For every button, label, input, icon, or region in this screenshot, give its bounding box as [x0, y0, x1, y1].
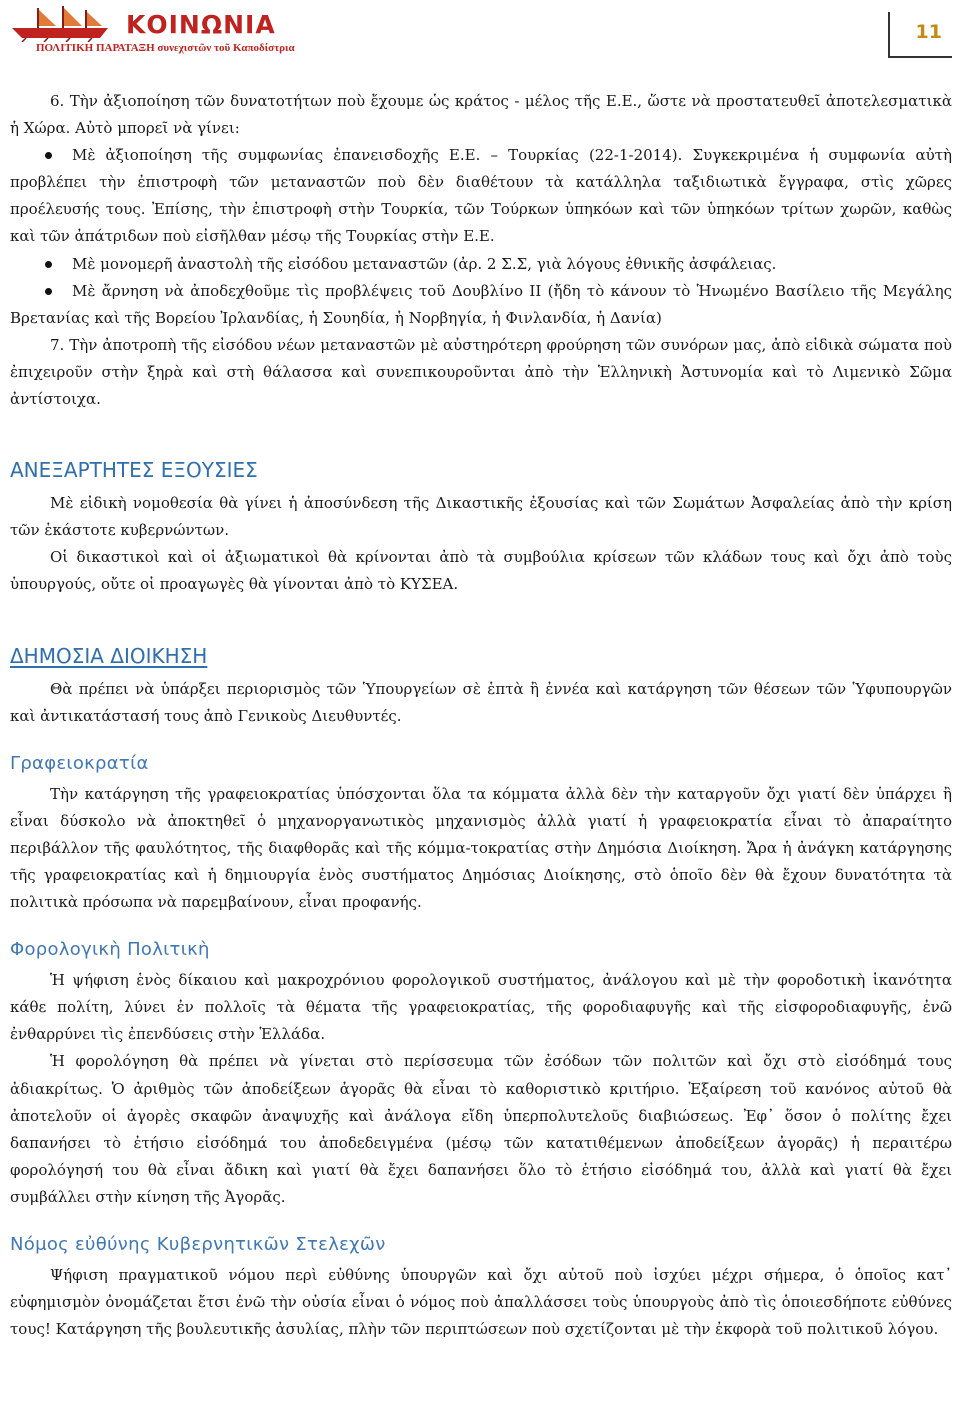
intro-bullet-text: Μὲ ἄρνηση νὰ ἀποδεχθοῦμε τὶς προβλέψεις τοῦ Δουβλίνο ΙΙ (ἤδη τὸ κάνουν τὸ Ἡνωμένο Βασίλειο τῆς Μεγάλης Βρετανίας καὶ τῆς Βορείου Ἰρλανδίας, ἡ Σουηδία, ἡ Νορβηγία, ἡ Φινλανδία, ἡ Δανία)	[10, 281, 952, 327]
paragraph: Τὴν κατάργηση τῆς γραφειοκρατίας ὑπόσχονται ὅλα τα κόμματα ἀλλὰ δὲν τὴν καταργοῦν ὄχι γιατί δὲν ὑπάρχει ἢ εἶναι δύσκολο νὰ ἀποκτηθεῖ ὁ μηχανοργανωτικὸς μηχανισμὸς ἀλλὰ γιατί ἡ γραφειοκρατία εἶναι τὸ ἀπαραίτητο περιβάλλον τῆς φαυλότητος, τῆς διαφθορᾶς καὶ τῆς κόμμα-τοκρατίας στὴν Δημόσια Διοίκηση. Ἄρα ἡ ἀνάγκη κατάργησης τῆς γραφειοκρατίας καὶ ἡ δημιουργία ἑνὸς συστήματος Δημόσιας Διοίκησης, στὸ ὁποῖο δὲν θὰ ἔχουν δυνατότητα τὰ πολιτικὰ πρόσωπα νὰ παρεμβαίνουν, εἶναι προφανής.	[10, 784, 952, 912]
section-heading-independent-authorities: ΑΝΕΞΑΡΤΗΤΕΣ ΕΞΟΥΣΙΕΣ	[10, 458, 258, 483]
ship-icon	[8, 6, 118, 42]
logo-title: ΚΟΙΝΩΝΙΑ	[126, 10, 276, 39]
subheading-accountability-law: Νόμος εὐθύνης Κυβερνητικῶν Στελεχῶν	[10, 1234, 386, 1255]
logo[interactable]	[8, 4, 308, 60]
bullet-icon	[45, 152, 52, 159]
paragraph: Ψήφιση πραγματικοῦ νόμου περὶ εὐθύνης ὑπουργῶν καὶ ὄχι αὐτοῦ ποὺ ἰσχύει μέχρι σήμερα, ὁ ὁποῖος κατ᾽ εὐφημισμὸν ὀνομάζεται ἔτσι ἐνῶ τὴν οὐσία εἶναι ὁ νόμος ποὺ ἀπαλλάσσει τοὺς ὑπουργοὺς ἀπὸ τὶς ὁποιεσδήποτε εὐθύνες τους! Κατάργηση τῆς βουλευτικῆς ἀσυλίας, πλὴν τῶν περιπτώσεων ποὺ σχετίζονται μὲ τὴν ἐκφορὰ τοῦ πολιτικοῦ λόγου.	[10, 1266, 952, 1339]
page-number: 11	[915, 21, 942, 43]
subheading-tax-policy: Φορολογικὴ Πολιτικὴ	[10, 939, 210, 961]
intro-bullet-text: Μὲ ἀξιοποίηση τῆς συμφωνίας ἐπανεισδοχῆς Ε.Ε. – Τουρκίας (22-1-2014). Συγκεκριμένα ἡ συμφωνία αὐτὴ προβλέπει τὴν ἐπιστροφὴ τῶν μεταναστῶν ποὺ δὲν διαθέτουν τὰ κατάλληλα ταξιδιωτικὰ ἔγγραφα, στὶς χῶρες προέλευσής τους. Ἐπίσης, τὴν ἐπιστροφὴ στὴν Τουρκία, τῶν Τούρκων ὑπηκόων καὶ τῶν ὑπηκόων τρίτων χωρῶν, καθὼς καὶ τῶν ἀπάτριδων ποὺ εἰσῆλθαν μέσῳ τῆς Τουρκίας στὴν Ε.Ε.	[10, 146, 952, 246]
document-body	[10, 88, 952, 1343]
logo-subtitle: ΠΟΛΙΤΙΚΗ ΠΑΡΑΤΑΞΗ συνεχιστῶν τοῦ Καποδίστρια	[36, 42, 295, 54]
intro-bullet-text: Μὲ μονομερῆ ἀναστολὴ τῆς εἰσόδου μεταναστῶν (ἀρ. 2 Σ.Σ, γιὰ λόγους ἐθνικῆς ἀσφάλειας.	[72, 254, 777, 273]
intro-bullet	[10, 251, 952, 278]
bullet-icon	[45, 261, 52, 268]
intro-bullet	[10, 142, 952, 250]
paragraph: Ἡ ψήφιση ἑνὸς δίκαιου καὶ μακροχρόνιου φορολογικοῦ συστήματος, ἀνάλογου καὶ μὲ τὴν φοροδοτικὴ ἱκανότητα κάθε πολίτη, λύνει ἐν πολλοῖς τὰ θέματα τῆς γραφειοκρατίας, τῆς φοροδιαφυγῆς καὶ τῆς εἰσφοροδιαφυγῆς, ἐνῶ ἐνθαρρύνει τὶς ἐπενδύσεις στὴν Ἑλλάδα.	[10, 971, 952, 1044]
bullet-icon	[45, 288, 52, 295]
section-heading-public-administration: ΔΗΜΟΣΙΑ ΔΙΟΙΚΗΣΗ	[10, 643, 208, 668]
intro-item-6: 6. Τὴν ἀξιοποίηση τῶν δυνατοτήτων ποὺ ἔχουμε ὡς κράτος - μέλος τῆς Ε.Ε., ὥστε νὰ προστατευθεῖ ἀποτελεσματικὰ ἡ Χώρα. Αὐτὸ μπορεῖ νὰ γίνει:	[10, 92, 952, 138]
paragraph: Θὰ πρέπει νὰ ὑπάρξει περιορισμὸς τῶν Ὑπουργείων σὲ ἑπτὰ ἢ ἐννέα καὶ κατάργηση τῶν θέσεων τῶν Ὑφυπουργῶν καὶ ἀντικατάστασή τους ἀπὸ Γενικοὺς Διευθυντές.	[10, 679, 952, 725]
intro-item-7: 7. Τὴν ἀποτροπὴ τῆς εἰσόδου νέων μεταναστῶν μὲ αὐστηρότερη φρούρηση τῶν συνόρων μας, ἀπὸ εἰδικὰ σώματα ποὺ ἐπιχειροῦν στὴν ξηρὰ καὶ στὴ θάλασσα καὶ συνεπικουροῦνται ἀπὸ τὴν Ἑλληνικὴ Ἀστυνομία καὶ τὸ Λιμενικὸ Σῶμα ἀντίστοιχα.	[10, 335, 952, 409]
subheading-bureaucracy: Γραφειοκρατία	[10, 752, 149, 774]
page-number-box	[888, 12, 952, 58]
page-header	[8, 4, 952, 66]
paragraph: Μὲ εἰδικὴ νομοθεσία θὰ γίνει ἡ ἀποσύνδεση τῆς Δικαστικῆς ἐξουσίας καὶ τῶν Σωμάτων Ἀσφαλείας ἀπὸ τὴν κρίση τῶν ἑκάστοτε κυβερνώντων.	[10, 494, 952, 540]
intro-bullet	[10, 278, 952, 332]
paragraph: Ἡ φορολόγηση θὰ πρέπει νὰ γίνεται στὸ περίσσευμα τῶν ἐσόδων τῶν πολιτῶν καὶ ὄχι στὸ εἰσόδημά τους ἀδιακρίτως. Ὁ ἀριθμὸς τῶν ἀποδείξεων ἀγορᾶς θὰ εἶναι τὸ καθοριστικὸ κριτήριο. Ἐξαίρεση τοῦ κανόνος αὐτοῦ θὰ ἀποτελοῦν οἱ ἀγορὲς σκαφῶν ἀναψυχῆς καὶ ἀνάλογα εἴδη ὑπερπολυτελοῦς διαβιώσεως. Ἐφ᾽ ὅσον ὁ πολίτης ἔχει δαπανήσει τὸ ἐτήσιο εἰσόδημά του ἀποδεδειγμένα (μέσῳ τῶν κατατιθέμενων ἀποδείξεων ἀγορᾶς) ἡ περαιτέρω φορολόγησή του θὰ εἶναι ἄδικη καὶ γιατί θὰ ἔχει δαπανήσει ὅλο τὸ ἐτήσιο εἰσόδημά του, ἀλλὰ καὶ γιατί θὰ ἔχει συμβάλλει στὴν κίνηση τῆς Ἀγορᾶς.	[10, 1052, 952, 1206]
paragraph: Οἱ δικαστικοὶ καὶ οἱ ἀξιωματικοὶ θὰ κρίνονται ἀπὸ τὰ συμβούλια κρίσεων τῶν κλάδων τους καὶ ὄχι ἀπὸ τοὺς ὑπουργούς, οὔτε οἱ προαγωγὲς θὰ γίνονται ἀπὸ τὸ ΚΥΣΕΑ.	[10, 548, 952, 594]
